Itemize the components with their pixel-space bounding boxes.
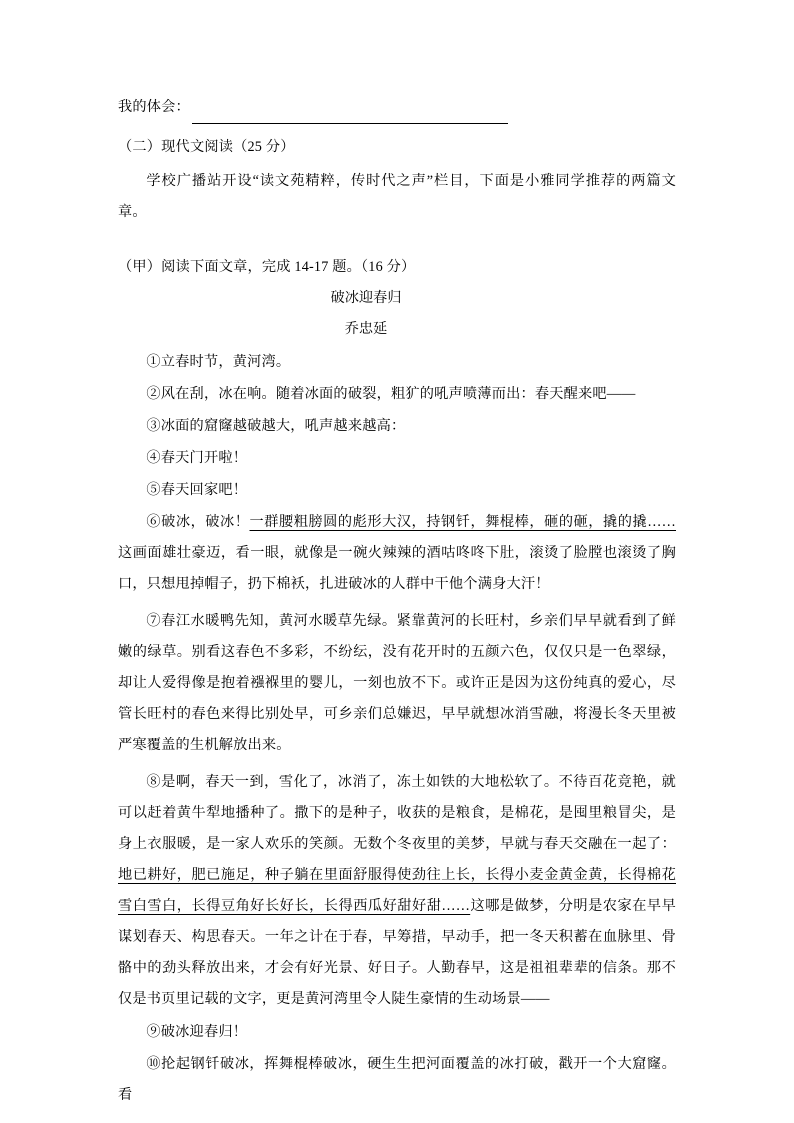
paragraph-2: ②风在刮，冰在响。随着冰面的破裂，粗犷的吼声喷薄而出：春天醒来吧—— — [146, 386, 636, 402]
passage-author: 乔忠延 — [344, 321, 388, 337]
paragraph-5: ⑤春天回家吧！ — [146, 482, 248, 498]
paragraph-10: ⑩抡起钢钎破冰，挥舞棍棒破冰，硬生生把河面覆盖的冰打破，戳开一个大窟窿。看 — [118, 1056, 676, 1103]
intro-text: 学校广播站开设“读文苑精粹，传时代之声”栏目，下面是小雅同学推荐的两篇文章。 — [118, 173, 676, 220]
paragraph-4: ④春天门开啦！ — [146, 450, 248, 466]
reflection-blank-line — [192, 92, 508, 124]
paragraph-8-rest: 这哪是做梦，分明是农家在早早谋划春天、构思春天。一年之计在于春，早筹措，早动手，把一冬天积蓄在血脉里、骨骼中的劲头释放出来，才会有好光景、好日子。人勤春早，这是祖祖辈辈的信条。那不仅是书页里记载的文字，更是黄河湾里令人陡生豪情的生动场景—— — [118, 898, 676, 1007]
paragraph-6-lead: ⑥破冰，破冰！ — [146, 514, 250, 530]
paragraph-6-rest: 这画面雄壮豪迈，看一眼，就像是一碗火辣辣的酒咕咚咚下肚，滚烫了脸膛也滚烫了胸口，只想甩掉帽子，扔下棉袄，扎进破冰的人群中干他个满身大汗！ — [118, 545, 676, 592]
passage-a-instruction: （甲）阅读下面文章，完成 14-17 题。（16 分） — [118, 259, 416, 275]
paragraph-3: ③冰面的窟窿越破越大，吼声越来越高： — [146, 418, 406, 434]
paragraph-8-lead: ⑧是啊，春天一到，雪化了，冰消了，冻土如铁的大地松软了。不待百花竞艳，就可以赶着黄牛犁地播种了。撒下的是种子，收获的是粮食，是棉花，是囤里粮冒尖，是身上衣服暖，是一家人欢乐的笑颜。无数个冬夜里的美梦，早就与春天交融在一起了： — [118, 774, 676, 852]
paragraph-1: ①立春时节，黄河湾。 — [146, 354, 291, 370]
passage-title: 破冰迎春归 — [330, 290, 402, 306]
paragraph-8-underlined-phrase: 地已耕好，肥已施足，种子躺在里面舒服得使劲往上长，长得小麦金黄金黄，长得棉花雪白雪白，长得豆角好长好长，长得西瓜好甜好甜…… — [118, 867, 676, 914]
paragraph-8 — [118, 767, 676, 1015]
section-two-heading: （二）现代文阅读（25 分） — [118, 139, 295, 155]
paragraph-7: ⑦春江水暖鸭先知，黄河水暖草先绿。紧靠黄河的长旺村，乡亲们早早就看到了鲜嫩的绿草。别看这春色不多彩，不纷纭，没有花开时的五颜六色，仅仅只是一色翠绿，却让人爱得像是抱着襁褓里的婴儿，一刻也放不下。或许正是因为这份纯真的爱心，尽管长旺村的春色来得比别处早，可乡亲们总嫌迟，早早就想冰消雪融，将漫长冬天里被严寒覆盖的生机解放出来。 — [118, 613, 676, 753]
reflection-line — [118, 92, 676, 124]
paragraph-6 — [118, 507, 676, 600]
paragraph-6-underlined-phrase: 一群腰粗膀圆的彪形大汉，持钢钎，舞棍棒，砸的砸，撬的撬…… — [249, 514, 676, 530]
paragraph-9: ⑨破冰迎春归！ — [146, 1024, 248, 1040]
reflection-label: 我的体会： — [118, 99, 190, 115]
